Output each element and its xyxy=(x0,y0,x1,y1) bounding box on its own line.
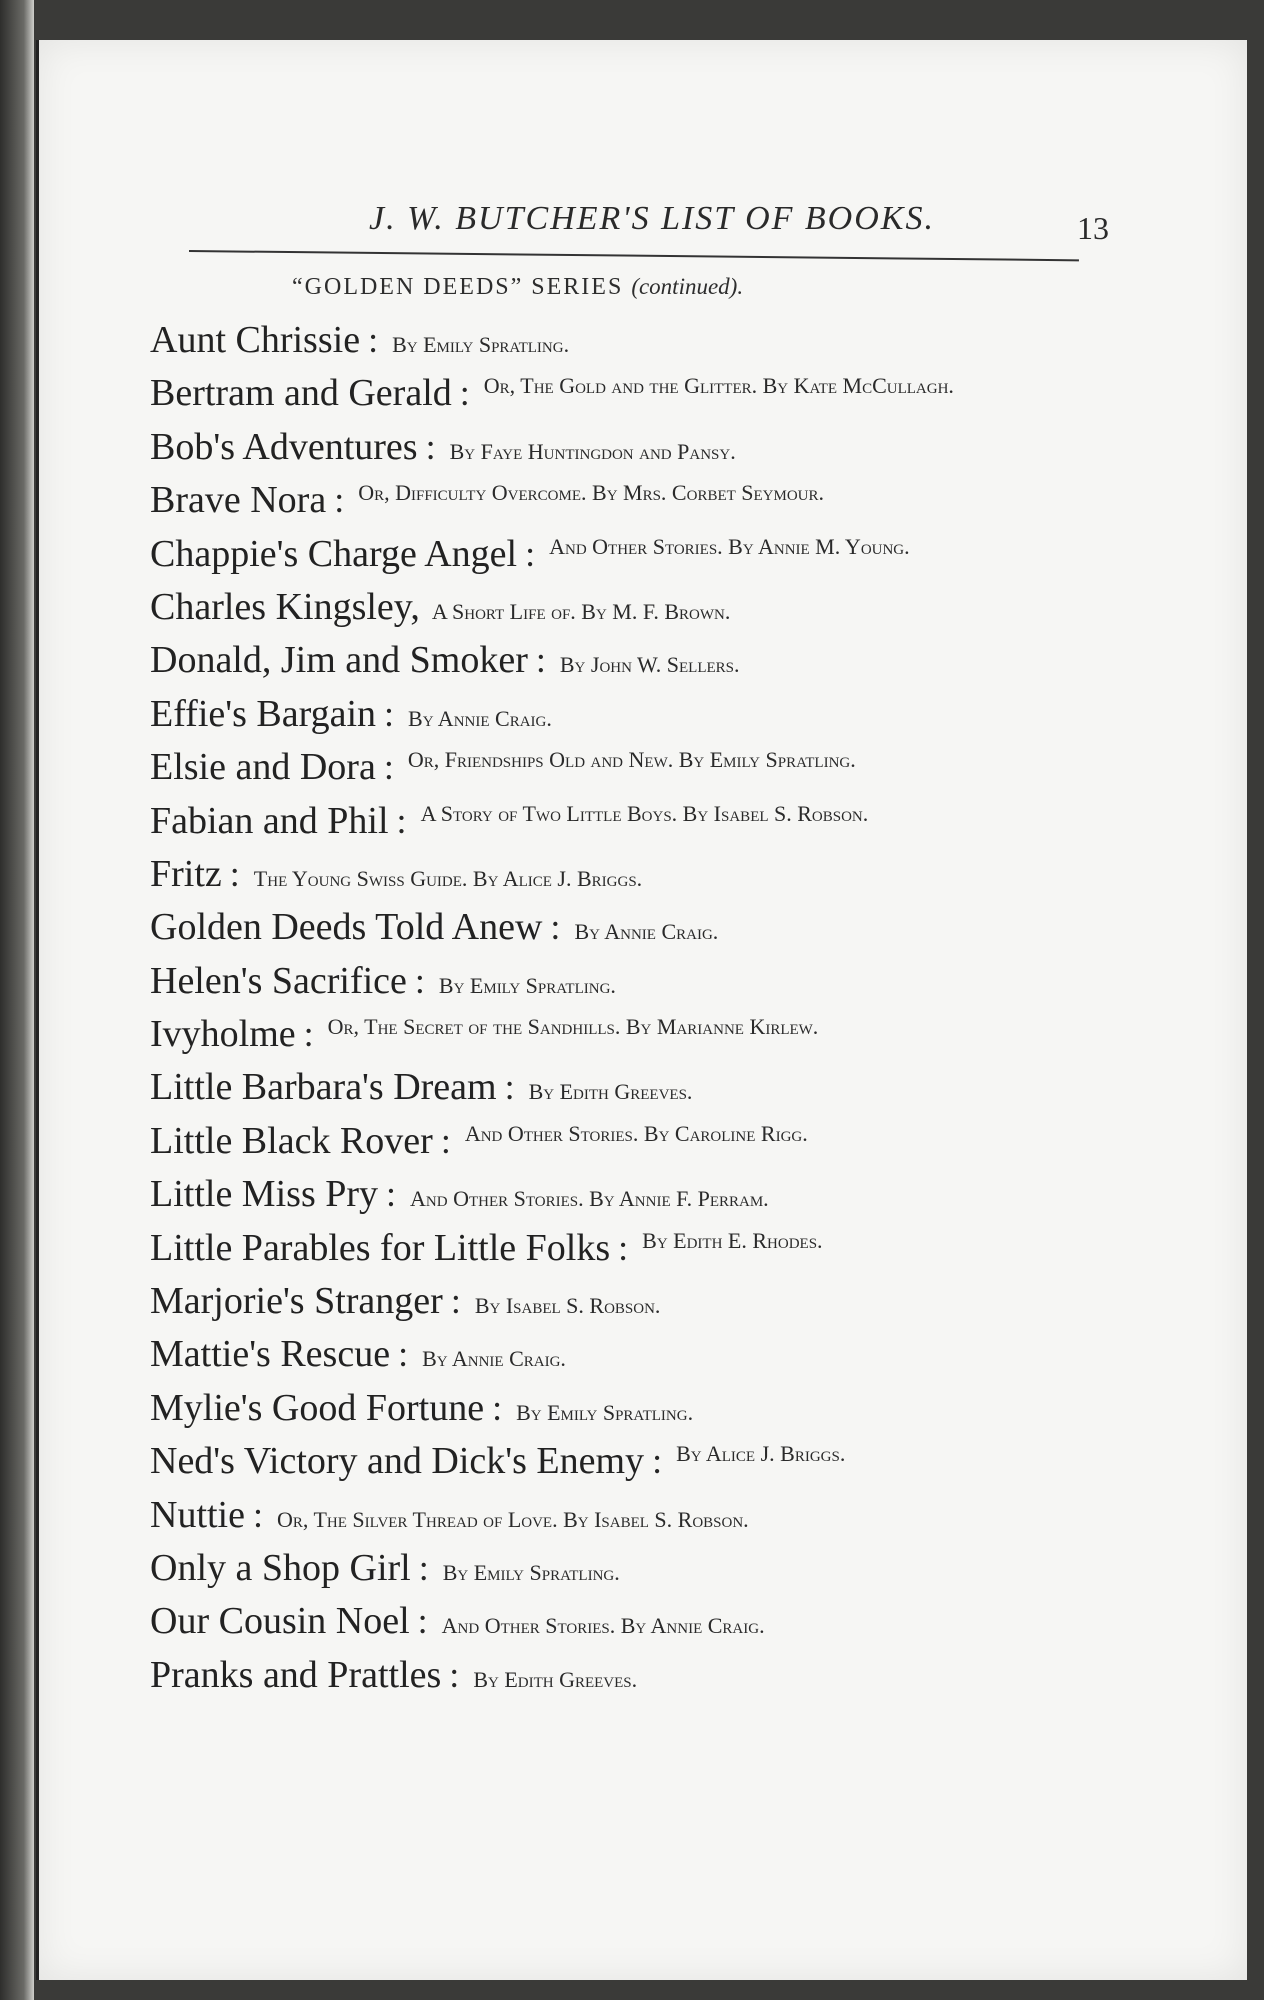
list-item xyxy=(150,745,1080,798)
book-title: Little Miss Pry xyxy=(150,1173,379,1216)
book-title: Ivyholme xyxy=(150,1013,296,1056)
list-item xyxy=(150,1599,1080,1652)
list-item xyxy=(150,1546,1080,1599)
book-title: Effie's Bargain xyxy=(150,692,376,735)
book-title: Fabian and Phil xyxy=(150,799,389,842)
title-colon: : xyxy=(384,693,395,734)
title-colon: : xyxy=(504,1067,515,1108)
list-item xyxy=(150,1653,1080,1706)
book-description: By Emily Spratling. xyxy=(438,972,616,998)
running-title: J. W. BUTCHER'S LIST OF BOOKS. xyxy=(369,200,935,237)
book-title: Only a Shop Girl xyxy=(150,1546,411,1589)
book-title: Mylie's Good Fortune xyxy=(150,1386,485,1429)
book-title: Nuttie xyxy=(150,1493,245,1536)
book-description: By Faye Huntingdon and Pansy. xyxy=(449,438,736,464)
book-description: A Story of Two Little Boys. By Isabel S. Robson. xyxy=(420,800,869,826)
book-title: Bob's Adventures xyxy=(150,425,418,468)
book-title: Mattie's Rescue xyxy=(150,1333,391,1376)
book-title: Pranks and Prattles xyxy=(150,1653,442,1696)
book-description: The Young Swiss Guide. By Alice J. Briggs. xyxy=(253,865,643,891)
header-rule xyxy=(189,250,1079,261)
title-colon: : xyxy=(535,640,546,681)
series-heading-text: “GOLDEN DEEDS” SERIES xyxy=(292,274,624,300)
title-colon: : xyxy=(550,907,561,948)
list-item xyxy=(150,1386,1080,1439)
book-title: Ned's Victory and Dick's Enemy xyxy=(150,1440,645,1483)
book-description: By Emily Spratling. xyxy=(392,332,570,357)
list-item xyxy=(150,1332,1080,1385)
book-description: By Annie Craig. xyxy=(408,705,552,731)
book-title: Little Black Rover xyxy=(150,1119,433,1162)
book-description: And Other Stories. By Annie Craig. xyxy=(441,1613,765,1639)
list-item xyxy=(150,1226,1080,1279)
list-item xyxy=(150,905,1080,958)
title-colon: : xyxy=(252,1494,263,1535)
title-colon: : xyxy=(303,1014,314,1055)
title-colon: : xyxy=(425,426,436,467)
title-colon: : xyxy=(525,533,536,574)
list-item xyxy=(150,1119,1080,1172)
title-colon: : xyxy=(417,1601,428,1642)
title-colon: : xyxy=(450,1281,461,1322)
book-description: By John W. Sellers. xyxy=(559,652,740,678)
left-page-edge xyxy=(0,0,34,2000)
book-title: Aunt Chrissie xyxy=(150,319,361,361)
book-description: By Annie Craig. xyxy=(422,1346,566,1372)
book-description: Or, The Gold and the Glitter. By Kate McCullagh. xyxy=(483,373,954,399)
list-item xyxy=(150,1012,1080,1065)
series-heading xyxy=(292,274,743,301)
book-list xyxy=(150,318,1080,1706)
book-title: Little Barbara's Dream xyxy=(150,1066,497,1109)
title-colon: : xyxy=(440,1120,451,1161)
book-description: A Short Life of. By M. F. Brown. xyxy=(431,598,731,624)
title-colon: : xyxy=(398,1334,409,1375)
book-description: And Other Stories. By Annie F. Perram. xyxy=(410,1186,769,1212)
list-item xyxy=(150,1493,1080,1546)
list-item xyxy=(150,318,1080,371)
title-colon: : xyxy=(459,373,470,414)
list-item xyxy=(150,1279,1080,1332)
book-description: Or, The Secret of the Sandhills. By Marianne Kirlew. xyxy=(327,1014,819,1040)
book-title: Elsie and Dora xyxy=(150,746,376,789)
list-item xyxy=(150,959,1080,1012)
book-title: Donald, Jim and Smoker xyxy=(150,639,528,682)
book-title: Chappie's Charge Angel xyxy=(150,532,518,575)
list-item xyxy=(150,638,1080,691)
list-item xyxy=(150,852,1080,905)
list-item xyxy=(150,585,1080,638)
title-colon: : xyxy=(449,1654,460,1695)
list-item xyxy=(150,532,1080,585)
list-item xyxy=(150,692,1080,745)
book-description: By Alice J. Briggs. xyxy=(676,1441,846,1467)
book-description: Or, The Silver Thread of Love. By Isabel S. Robson. xyxy=(277,1506,749,1532)
book-description: Or, Difficulty Overcome. By Mrs. Corbet Seymour. xyxy=(358,480,825,506)
list-item xyxy=(150,799,1080,852)
list-item xyxy=(150,1439,1080,1492)
book-title: Helen's Sacrifice xyxy=(150,959,407,1002)
title-colon: : xyxy=(386,1174,397,1215)
title-colon: : xyxy=(652,1441,663,1482)
book-description: By Edith Greeves. xyxy=(528,1079,693,1105)
title-colon: : xyxy=(396,800,407,841)
page-number: 13 xyxy=(1077,210,1109,246)
list-item xyxy=(150,371,1080,424)
book-title: Fritz xyxy=(150,852,222,895)
title-colon: : xyxy=(334,480,345,521)
book-description: By Isabel S. Robson. xyxy=(474,1293,661,1319)
title-colon: : xyxy=(414,960,425,1001)
title-colon: : xyxy=(383,747,394,788)
book-description: By Emily Spratling. xyxy=(516,1399,694,1425)
book-description: By Emily Spratling. xyxy=(442,1559,620,1585)
title-colon: : xyxy=(229,853,240,894)
list-item xyxy=(150,1172,1080,1225)
title-colon: : xyxy=(368,320,379,360)
list-item xyxy=(150,478,1080,531)
series-heading-continued: (continued). xyxy=(631,274,744,299)
list-item xyxy=(150,1065,1080,1118)
book-title: Our Cousin Noel xyxy=(150,1600,410,1643)
book-title: Charles Kingsley, xyxy=(150,585,420,628)
list-item xyxy=(150,425,1080,478)
book-title: Little Parables for Little Folks xyxy=(150,1226,611,1269)
book-title: Golden Deeds Told Anew xyxy=(150,906,543,949)
book-title: Brave Nora xyxy=(150,479,327,522)
title-colon: : xyxy=(618,1227,629,1268)
title-colon: : xyxy=(418,1547,429,1588)
book-title: Marjorie's Stranger xyxy=(150,1280,443,1323)
book-description: And Other Stories. By Annie M. Young. xyxy=(549,533,910,559)
book-description: And Other Stories. By Caroline Rigg. xyxy=(464,1120,808,1146)
title-colon: : xyxy=(492,1387,503,1428)
book-description: By Edith Greeves. xyxy=(473,1666,638,1692)
book-description: Or, Friendships Old and New. By Emily Spratling. xyxy=(407,747,856,773)
book-description: By Edith E. Rhodes. xyxy=(642,1227,823,1253)
book-description: By Annie Craig. xyxy=(574,919,719,945)
book-title: Bertram and Gerald xyxy=(150,372,452,415)
